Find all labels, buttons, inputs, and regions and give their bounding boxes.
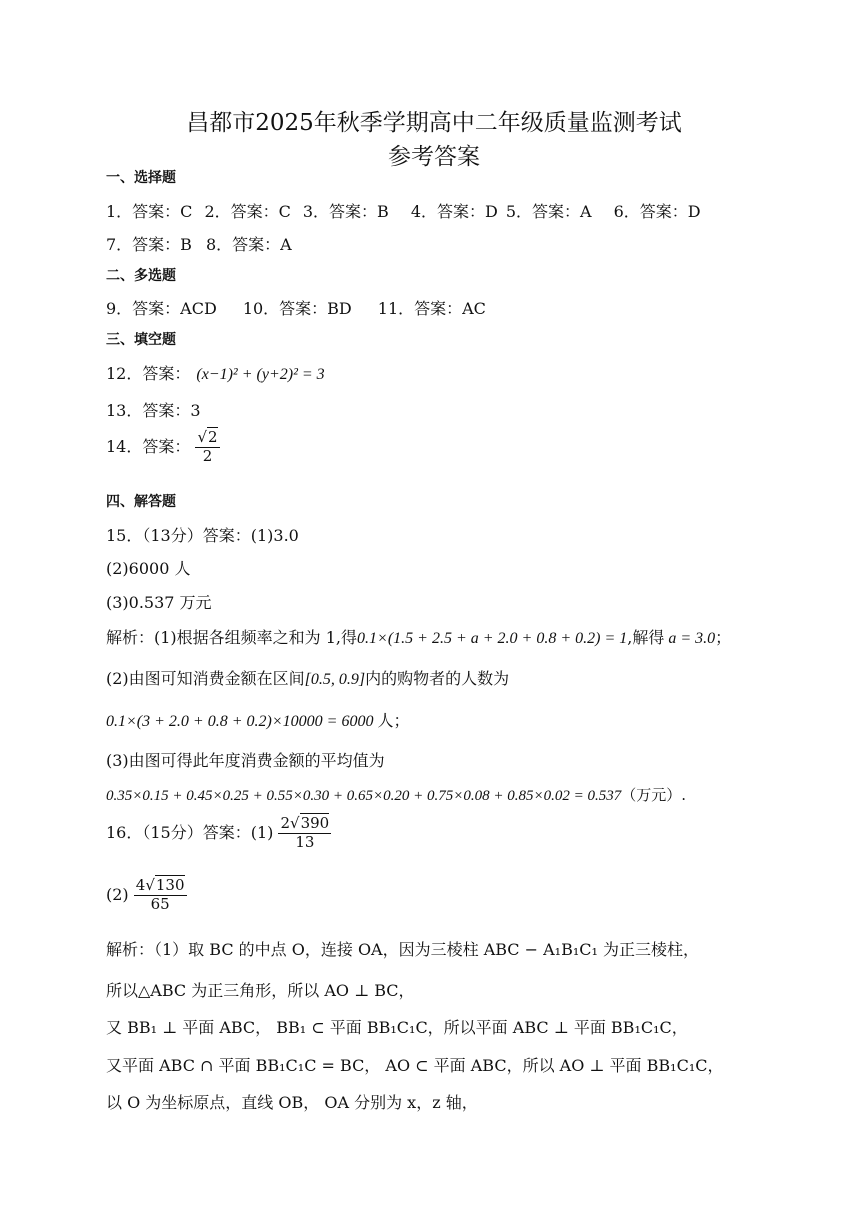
section-heading-choice: 一、选择题 (106, 170, 176, 186)
answer-15-part3: (3)0.537 万元 (106, 593, 212, 612)
answer-item: 10．答案：BD (242, 299, 352, 318)
answer-12: 12．答案： (x−1)² + (y+2)² = 3 (106, 364, 325, 383)
section-heading-solve: 四、解答题 (106, 494, 176, 510)
solution-16-line2: 所以△ABC 为正三角形，所以 AO ⊥ BC， (106, 981, 415, 1000)
solution-15-step2-calc: 0.1×(3 + 2.0 + 0.8 + 0.2)×10000 = 6000 人； (106, 711, 410, 730)
choice-row-1 (106, 199, 701, 222)
multi-row (106, 296, 486, 319)
fraction-16-1: $\frac{2√390}{13}$ (280, 814, 330, 851)
answer-14: 14．答案： $\frac{√2}{2}$ (106, 428, 218, 465)
document-title: 昌都市2025年秋季学期高中二年级质量监测考试 (186, 110, 682, 136)
section-heading-multi: 二、多选题 (106, 268, 176, 284)
solution-16-line4: 又平面 ABC ∩ 平面 BB₁C₁C = BC， AO ⊂ 平面 ABC，所以 AO ⊥ 平面 BB₁C₁C， (106, 1056, 724, 1075)
formula: 0.1×(3 + 2.0 + 0.8 + 0.2)×10000 = 6000 (106, 713, 374, 730)
solution-15-step2: (2)由图可知消费金额在区间[0.5, 0.9]内的购物者的人数为 (106, 669, 510, 688)
choice-row-2 (106, 232, 292, 255)
answer-item: 8．答案：A (205, 235, 292, 254)
document-subtitle: 参考答案 (388, 144, 480, 170)
answer-item: 7．答案：B (106, 235, 192, 254)
answer-item: 3．答案：B (302, 202, 389, 221)
fraction-16-2: $\frac{4√130}{65}$ (135, 876, 185, 913)
solution-15-step3: (3)由图可得此年度消费金额的平均值为 (106, 751, 385, 770)
answer-item: 1．答案：C (106, 202, 193, 221)
formula: 0.1×(1.5 + 2.5 + a + 2.0 + 0.8 + 0.2) = 1 (357, 630, 628, 647)
fraction-14: $\frac{√2}{2}$ (197, 428, 218, 465)
solution-15-step3-calc: 0.35×0.15 + 0.45×0.25 + 0.55×0.30 + 0.65×0.20 + 0.75×0.08 + 0.85×0.02 = 0.537（万元）. (106, 786, 686, 804)
interval: [0.5, 0.9] (304, 671, 366, 688)
answer-16-part2: (2) $\frac{4√130}{65}$ (106, 876, 185, 913)
answer-13: 13．答案：3 (106, 401, 201, 420)
solution-16-line5: 以 O 为坐标原点，直线 OB， OA 分别为 x，z 轴， (106, 1093, 478, 1112)
answer-item: 11．答案：AC (377, 299, 486, 318)
formula: a = 3.0 (668, 630, 716, 647)
answer-item: 2．答案：C (204, 202, 291, 221)
solution-15-step1: 解析：(1)根据各组频率之和为 1,得0.1×(1.5 + 2.5 + a + 2.0 + 0.8 + 0.2) = 1,解得 a = 3.0； (106, 628, 732, 647)
solution-16-line3: 又 BB₁ ⊥ 平面 ABC， BB₁ ⊂ 平面 BB₁C₁C，所以平面 ABC ⊥ 平面 BB₁C₁C， (106, 1018, 688, 1037)
answer-item: 9．答案：ACD (106, 299, 217, 318)
answer-15-head: 15．（13分）答案：(1)3.0 (106, 526, 299, 545)
solution-16-line1: 解析：（1）取 BC 的中点 O，连接 OA，因为三棱柱 ABC − A₁B₁C₁ 为正三棱柱， (106, 940, 700, 959)
formula-12: (x−1)² + (y+2)² = 3 (196, 366, 325, 383)
answer-item: 5．答案：A (505, 202, 592, 221)
answer-item: 6．答案：D (613, 202, 701, 221)
section-heading-fill: 三、填空题 (106, 332, 176, 348)
answer-15-part2: (2)6000 人 (106, 559, 191, 578)
formula: 0.35×0.15 + 0.45×0.25 + 0.55×0.30 + 0.65×0.20 + 0.75×0.08 + 0.85×0.02 = 0.537 (106, 788, 622, 804)
answer-16-head: 16．（15分）答案：(1) $\frac{2√390}{13}$ (106, 814, 330, 851)
answer-item: 4．答案：D (410, 202, 498, 221)
